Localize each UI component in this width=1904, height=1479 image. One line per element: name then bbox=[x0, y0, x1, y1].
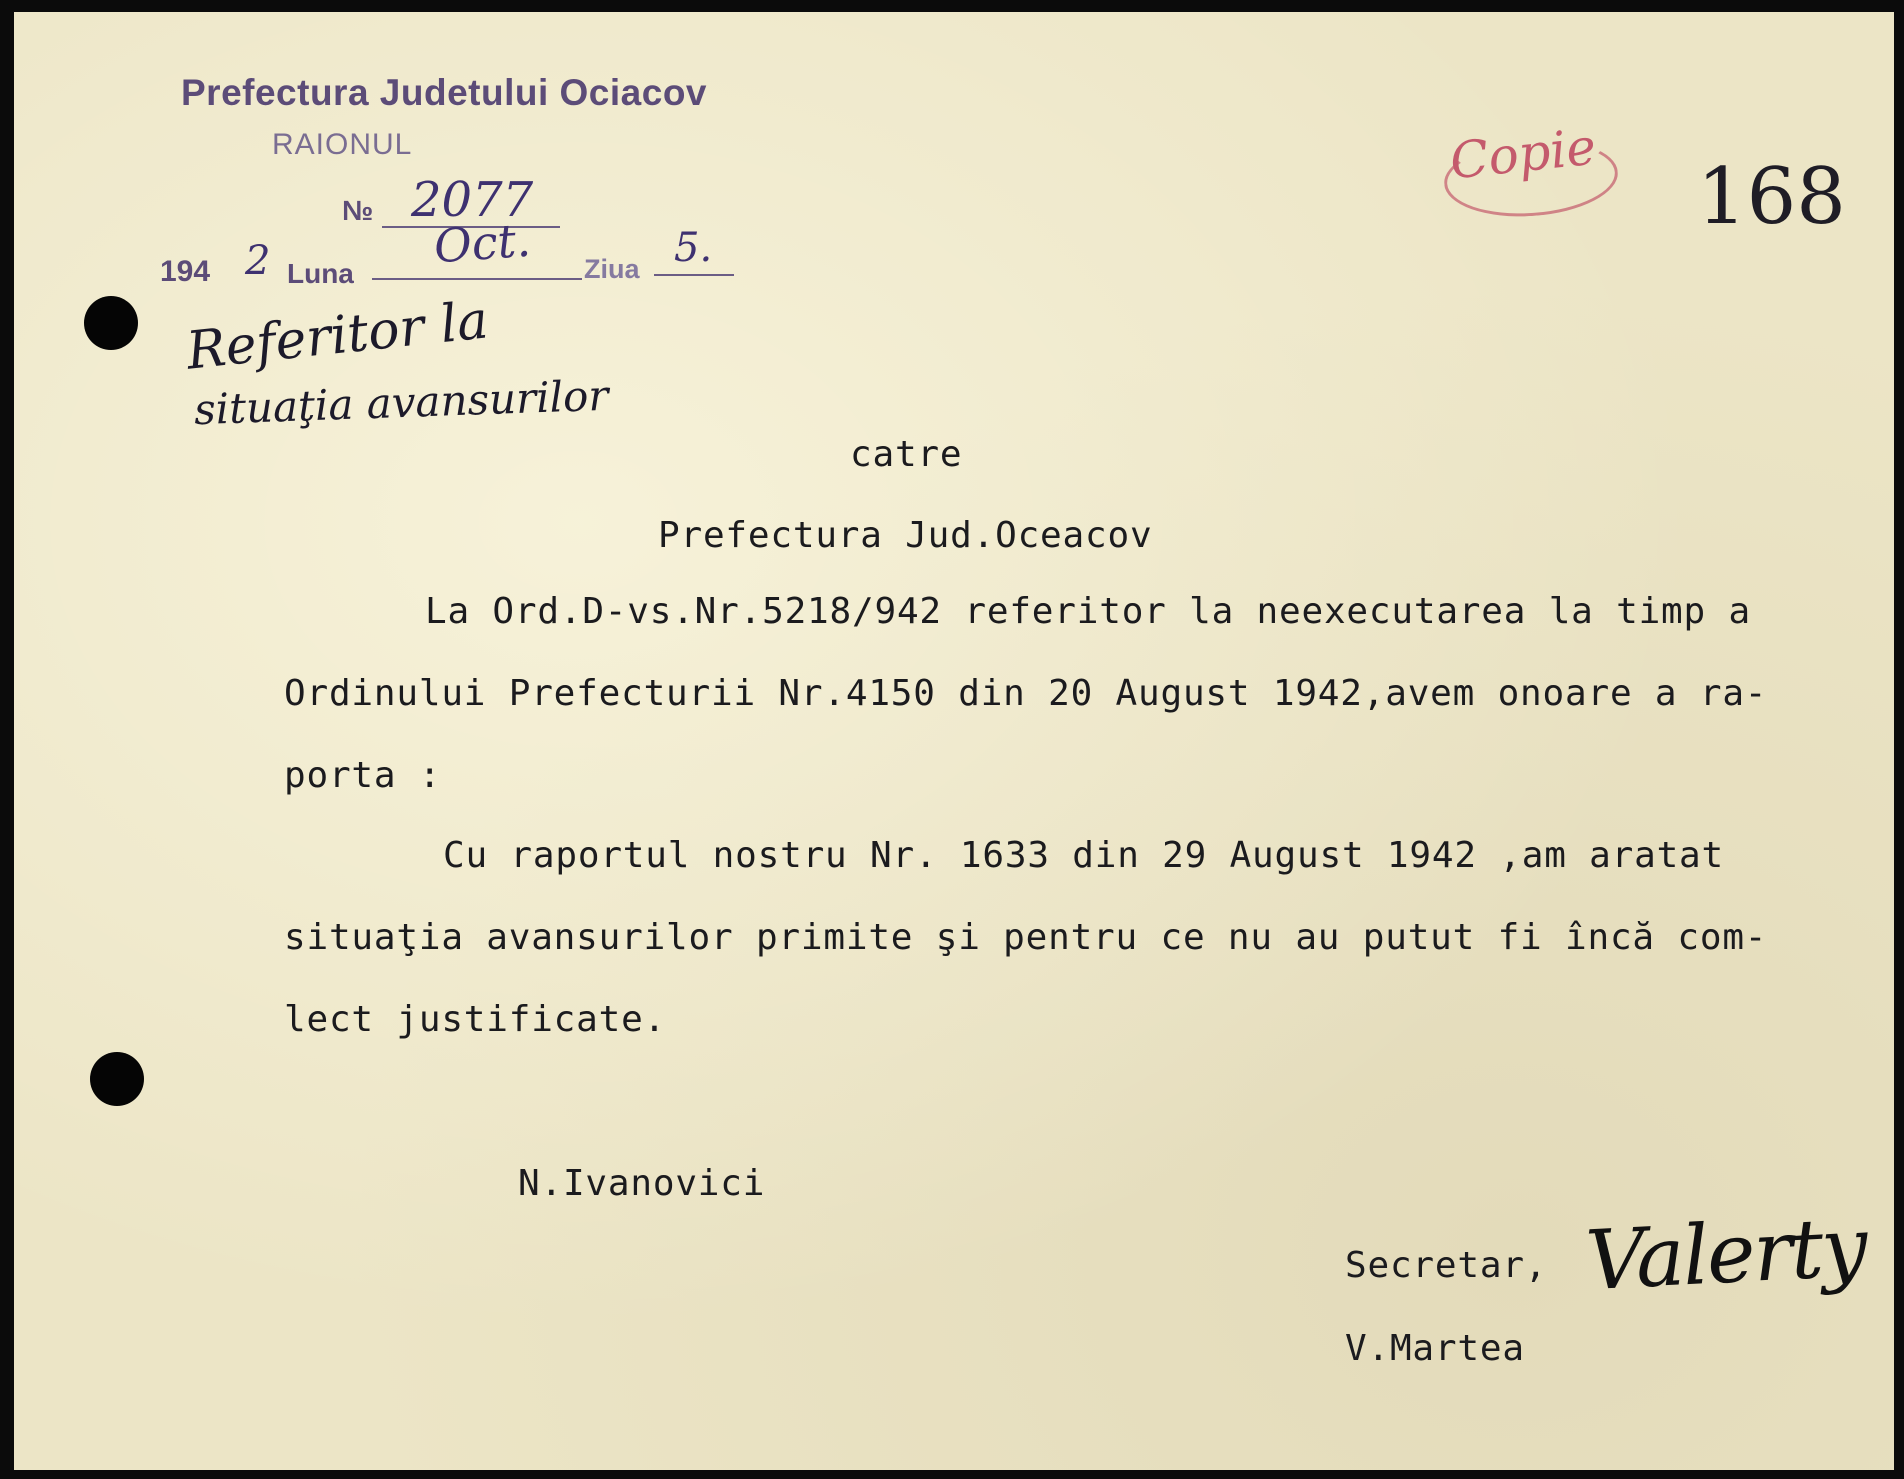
handwritten-month: Oct. bbox=[432, 212, 533, 274]
handwritten-number: 2077 bbox=[411, 172, 534, 228]
paragraph1-line2: Ordinului Prefecturii Nr.4150 din 20 August 1942,avem onoare a ra- bbox=[284, 673, 1768, 714]
paragraph2-line3: lect justificate. bbox=[284, 999, 667, 1040]
handwritten-subject-line1: Referitor la bbox=[183, 290, 491, 382]
stamp-day-label: Ziua bbox=[584, 254, 640, 284]
paragraph1-line1: La Ord.D-vs.Nr.5218/942 referitor la neexecutarea la timp a bbox=[425, 591, 1751, 632]
secretary-signature: Valerty bbox=[1583, 1199, 1869, 1310]
stamp-institution: Prefectura Judetului Ociacov bbox=[181, 72, 708, 113]
punch-hole-top bbox=[84, 296, 138, 350]
secretary-name: V.Martea bbox=[1345, 1328, 1525, 1369]
paragraph1-line3: porta : bbox=[284, 755, 442, 796]
handwritten-year-digit: 2 bbox=[245, 238, 271, 284]
stamp-year-prefix: 194 bbox=[160, 255, 211, 288]
paragraph2-line2: situaţia avansurilor primite şi pentru ce nu au putut fi încă com- bbox=[284, 917, 1768, 958]
stamp-district: RAIONUL bbox=[272, 128, 413, 161]
document-page bbox=[14, 12, 1894, 1470]
signatory-name: N.Ivanovici bbox=[518, 1163, 766, 1204]
stamp-day-line bbox=[654, 274, 734, 276]
copy-mark: Copie bbox=[1447, 117, 1599, 191]
folio-number: 168 bbox=[1697, 152, 1846, 242]
paragraph2-line1: Cu raportul nostru Nr. 1633 din 29 August 1942 ,am aratat bbox=[443, 835, 1725, 876]
stamp-number-label: № bbox=[342, 195, 374, 226]
stamp-month-label: Luna bbox=[287, 258, 354, 289]
stamp-month-line bbox=[372, 278, 582, 280]
handwritten-subject-line2: situaţia avansurilor bbox=[193, 370, 610, 435]
punch-hole-bottom bbox=[90, 1052, 144, 1106]
letter-addressee: Prefectura Jud.Oceacov bbox=[658, 515, 1153, 556]
handwritten-day: 5. bbox=[674, 225, 713, 271]
secretary-title: Secretar, bbox=[1345, 1245, 1548, 1286]
letter-salutation: catre bbox=[850, 434, 963, 475]
